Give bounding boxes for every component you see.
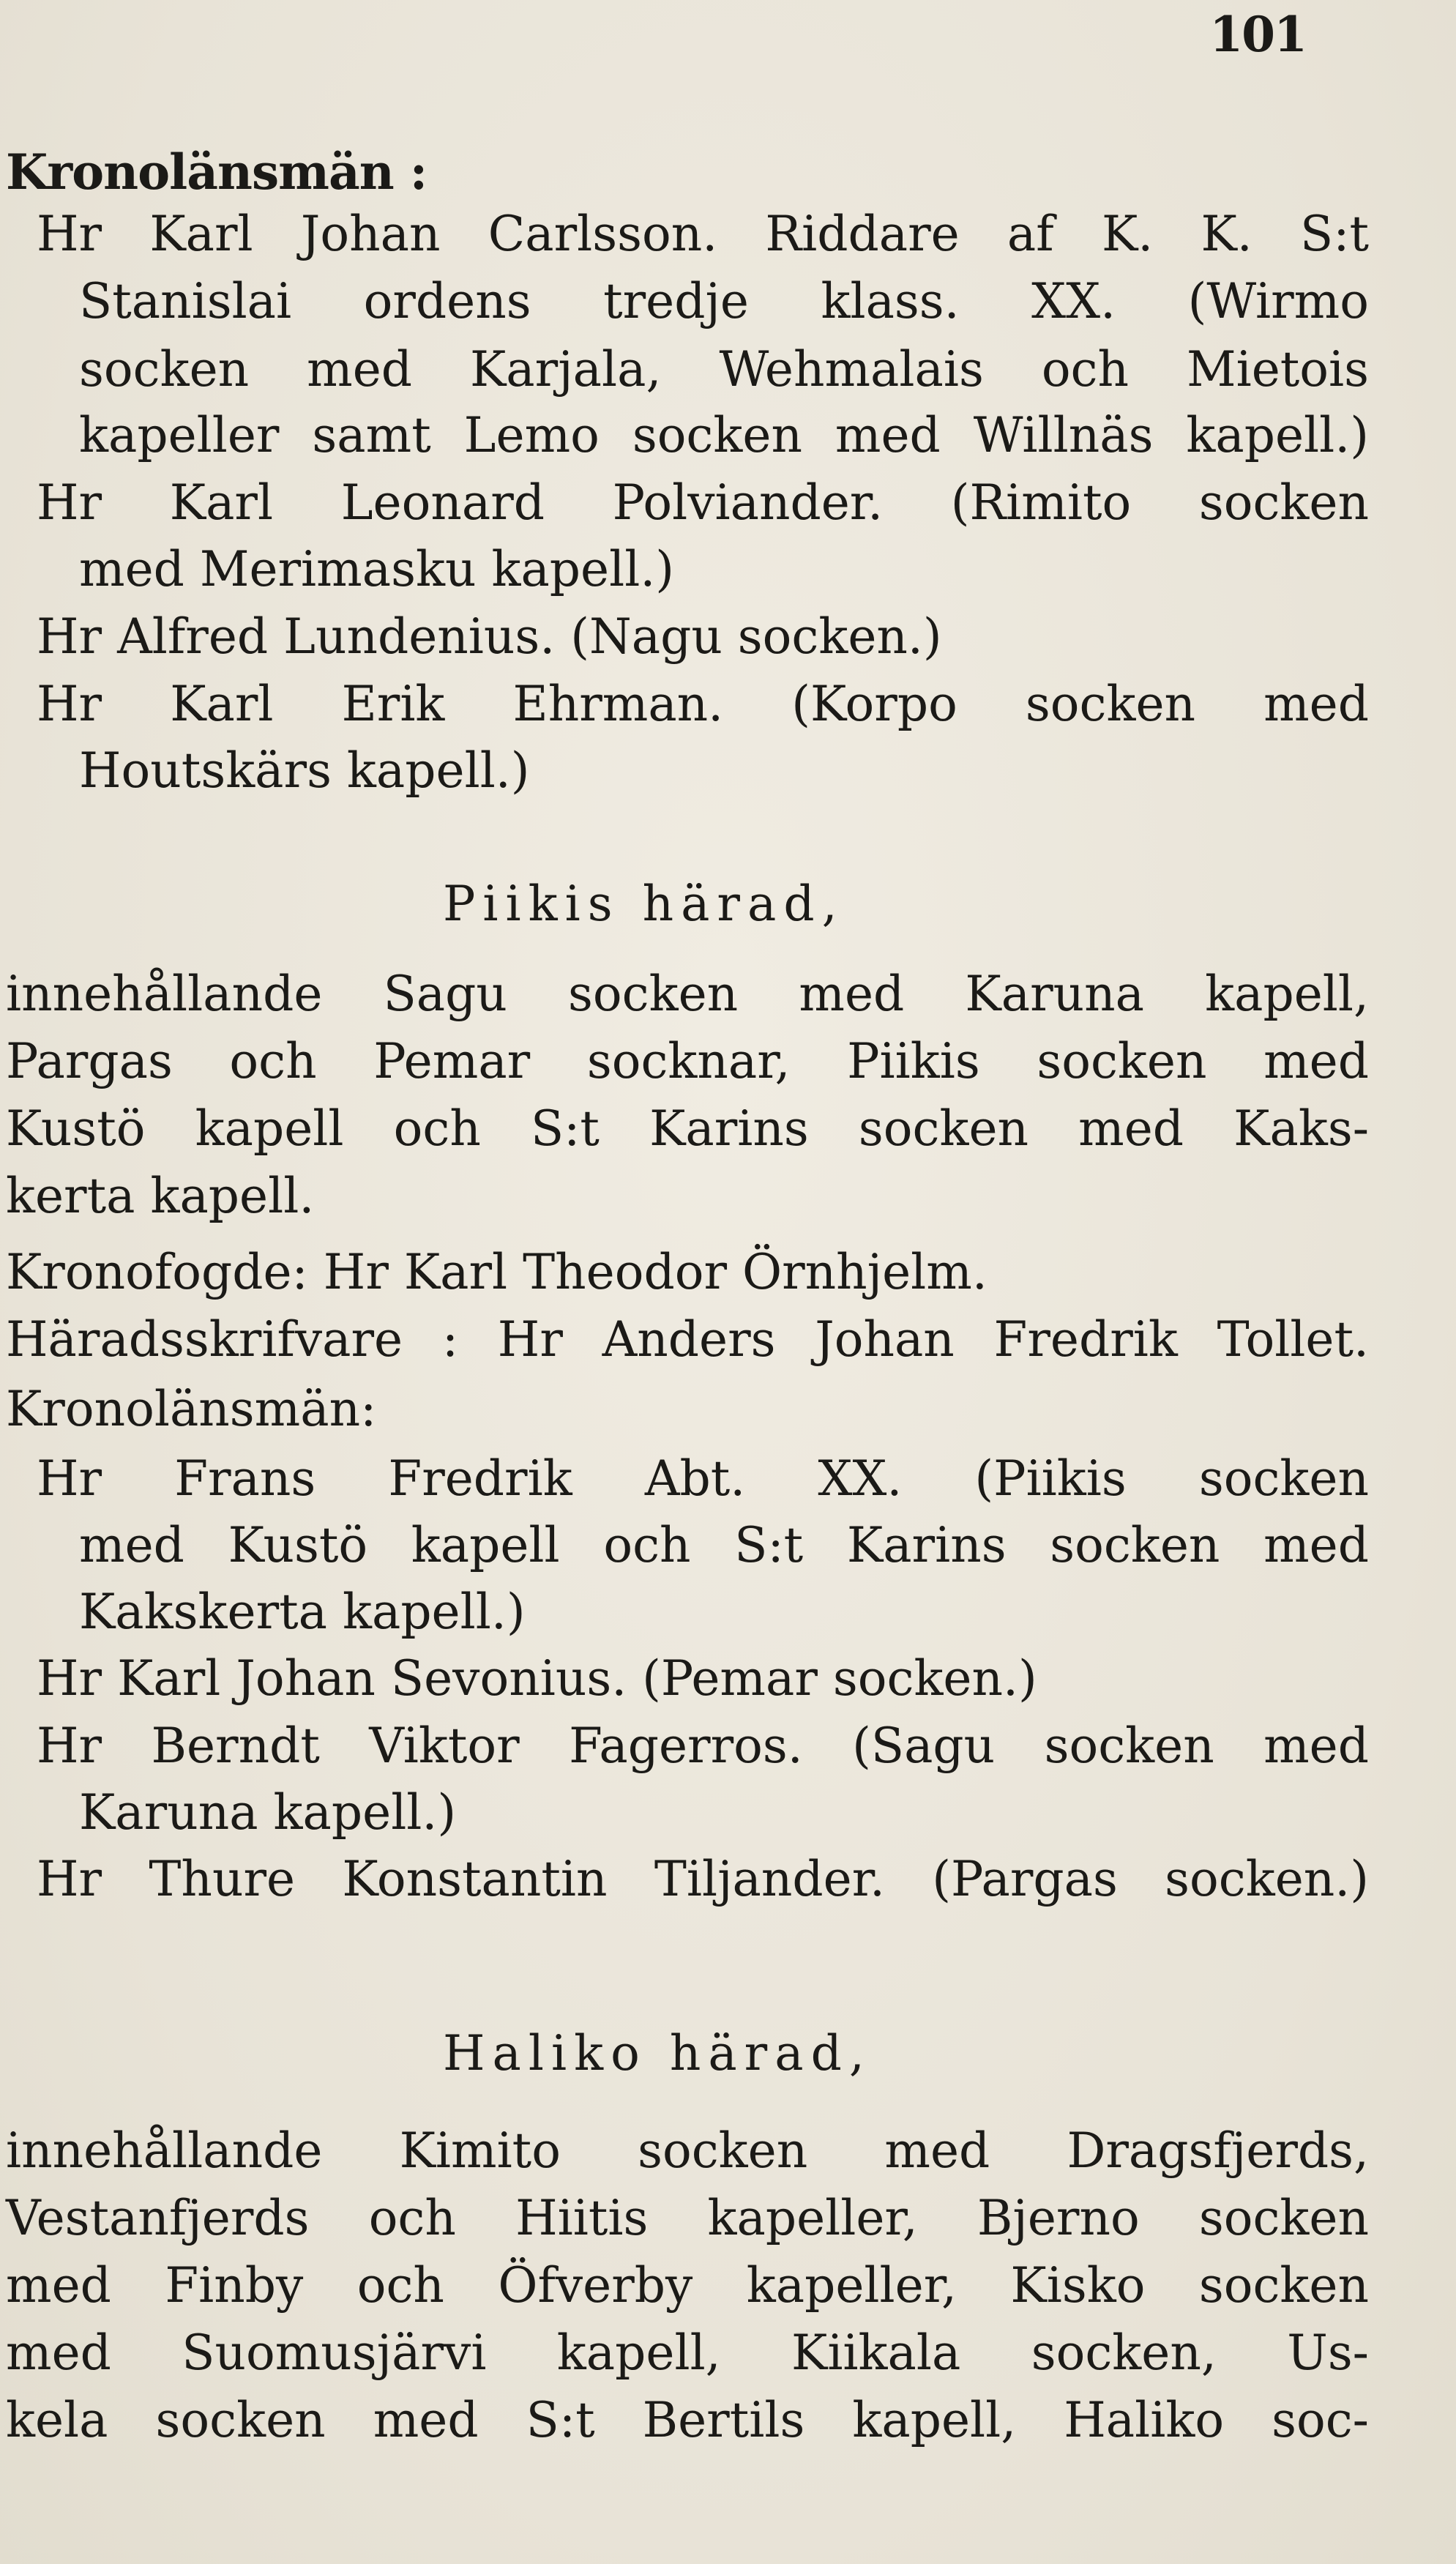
text-line: innehållande Sagu socken med Karuna kapell, <box>6 966 1369 1022</box>
text-line: med Suomusjärvi kapell, Kiikala socken, Us- <box>6 2325 1369 2381</box>
text-line: Hr Karl Leonard Polviander. (Rimito socken <box>37 474 1369 531</box>
text-line: med Finby och Öfverby kapeller, Kisko socken <box>6 2257 1369 2314</box>
text-line: Houtskärs kapell.) <box>79 742 530 799</box>
text-line: med Merimasku kapell.) <box>79 541 675 597</box>
text-line: Hr Karl Johan Sevonius. (Pemar socken.) <box>37 1650 1037 1707</box>
kronolansman-label: Kronolänsmän : <box>6 144 428 201</box>
text-line: Kakskerta kapell.) <box>79 1584 526 1640</box>
text-line: kerta kapell. <box>6 1168 315 1224</box>
text-line: Hr Berndt Viktor Fagerros. (Sagu socken med <box>37 1718 1369 1774</box>
kronofogde-line: Kronofogde: Hr Karl Theodor Örnhjelm. <box>6 1244 988 1300</box>
text-line: Hr Karl Erik Ehrman. (Korpo socken med <box>37 676 1369 732</box>
kronolansman-label: Kronolänsmän: <box>6 1381 377 1437</box>
text-line: Hr Alfred Lundenius. (Nagu socken.) <box>37 608 942 665</box>
text-line: socken med Karjala, Wehmalais och Mietois <box>79 341 1369 398</box>
section-heading: Haliko härad, <box>443 2025 872 2082</box>
text-line: Hr Frans Fredrik Abt. XX. (Piikis socken <box>37 1450 1369 1507</box>
text-line: Vestanfjerds och Hiitis kapeller, Bjerno socken <box>6 2190 1369 2246</box>
text-line: med Kustö kapell och S:t Karins socken med <box>79 1517 1369 1573</box>
text-line: Pargas och Pemar socknar, Piikis socken med <box>6 1033 1369 1089</box>
text-line: kapeller samt Lemo socken med Willnäs kapell.) <box>79 407 1369 463</box>
text-line: innehållande Kimito socken med Dragsfjerds, <box>6 2123 1369 2179</box>
text-line: Hr Karl Johan Carlsson. Riddare af K. K. S:t <box>37 206 1369 262</box>
page-number: 101 <box>1209 6 1306 63</box>
section-heading: Piikis härad, <box>443 876 845 932</box>
text-line: Stanislai ordens tredje klass. XX. (Wirmo <box>79 273 1369 329</box>
haradsskrifvare-line: Häradsskrifvare : Hr Anders Johan Fredrik Tollet. <box>6 1311 1369 1368</box>
text-line: Karuna kapell.) <box>79 1784 457 1841</box>
text-line: kela socken med S:t Bertils kapell, Haliko soc- <box>6 2392 1369 2448</box>
text-line: Hr Thure Konstantin Tiljander. (Pargas socken.) <box>37 1851 1369 1907</box>
text-line: Kustö kapell och S:t Karins socken med Kaks- <box>6 1100 1369 1157</box>
